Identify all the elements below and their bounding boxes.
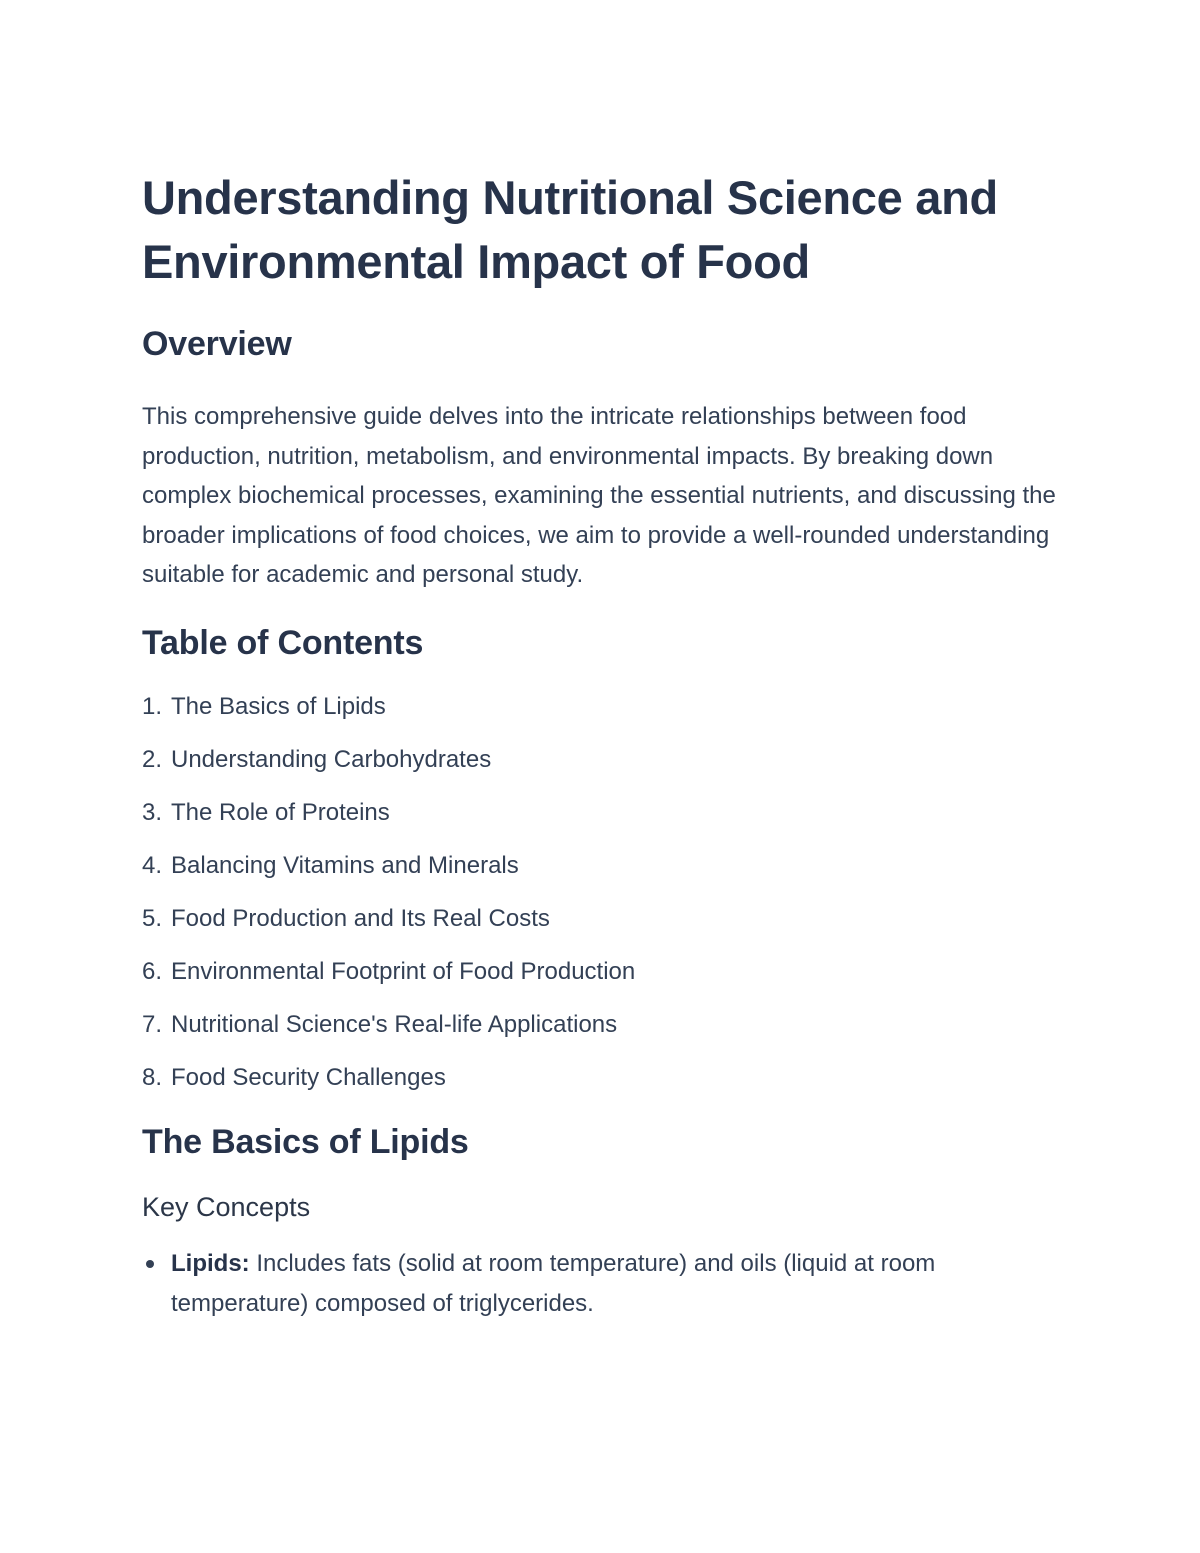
toc-item-number: 1. — [142, 692, 163, 720]
toc-item-label: Balancing Vitamins and Minerals — [171, 851, 519, 879]
toc-item-number: 2. — [142, 745, 163, 773]
toc-item-label: The Role of Proteins — [171, 798, 390, 826]
toc-heading: Table of Contents — [142, 623, 424, 662]
toc-item-applications[interactable] — [142, 1011, 1062, 1039]
toc-item-vitamins-minerals[interactable] — [142, 852, 1062, 880]
toc-item-label: The Basics of Lipids — [171, 692, 386, 720]
toc-item-label: Food Production and Its Real Costs — [171, 904, 550, 932]
toc-item-number: 4. — [142, 851, 163, 879]
toc-item-number: 3. — [142, 798, 163, 826]
table-of-contents — [142, 693, 1062, 1092]
toc-item-environmental-footprint[interactable] — [142, 958, 1062, 986]
toc-item-label: Environmental Footprint of Food Production — [171, 957, 636, 985]
document-page — [142, 166, 1062, 1324]
lipids-section-heading: The Basics of Lipids — [142, 1122, 469, 1161]
toc-item-food-security[interactable] — [142, 1064, 1062, 1092]
toc-item-proteins[interactable] — [142, 799, 1062, 827]
toc-item-label: Understanding Carbohydrates — [171, 745, 492, 773]
toc-item-label: Food Security Challenges — [171, 1063, 446, 1091]
bullet-icon — [146, 1260, 154, 1268]
toc-item-number: 5. — [142, 904, 163, 932]
toc-item-label: Nutritional Science's Real-life Applications — [171, 1010, 618, 1038]
list-item — [142, 1244, 1062, 1324]
key-concepts-heading: Key Concepts — [142, 1191, 311, 1222]
concept-description: Includes fats (solid at room temperature) and oils (liquid at room temperature) composed of triglycerides. — [171, 1249, 936, 1317]
toc-item-number: 7. — [142, 1010, 163, 1038]
toc-item-number: 6. — [142, 957, 163, 985]
overview-paragraph: This comprehensive guide delves into the intricate relationships between food production, nutrition, metabolism, and environmental impacts. By breaking down complex biochemical processes, examining the essential nutrients, and discussing the broader implications of food choices, we aim to provide a well-rounded understanding suitable for academic and personal study. — [142, 403, 1056, 588]
key-concepts-list — [142, 1244, 1062, 1324]
document-title: Understanding Nutritional Science and Environmental Impact of Food — [142, 171, 998, 288]
concept-term: Lipids: — [171, 1249, 250, 1277]
toc-item-carbohydrates[interactable] — [142, 746, 1062, 774]
overview-heading: Overview — [142, 325, 292, 363]
toc-item-number: 8. — [142, 1063, 163, 1091]
toc-item-lipids[interactable] — [142, 693, 1062, 721]
toc-item-food-production[interactable] — [142, 905, 1062, 933]
